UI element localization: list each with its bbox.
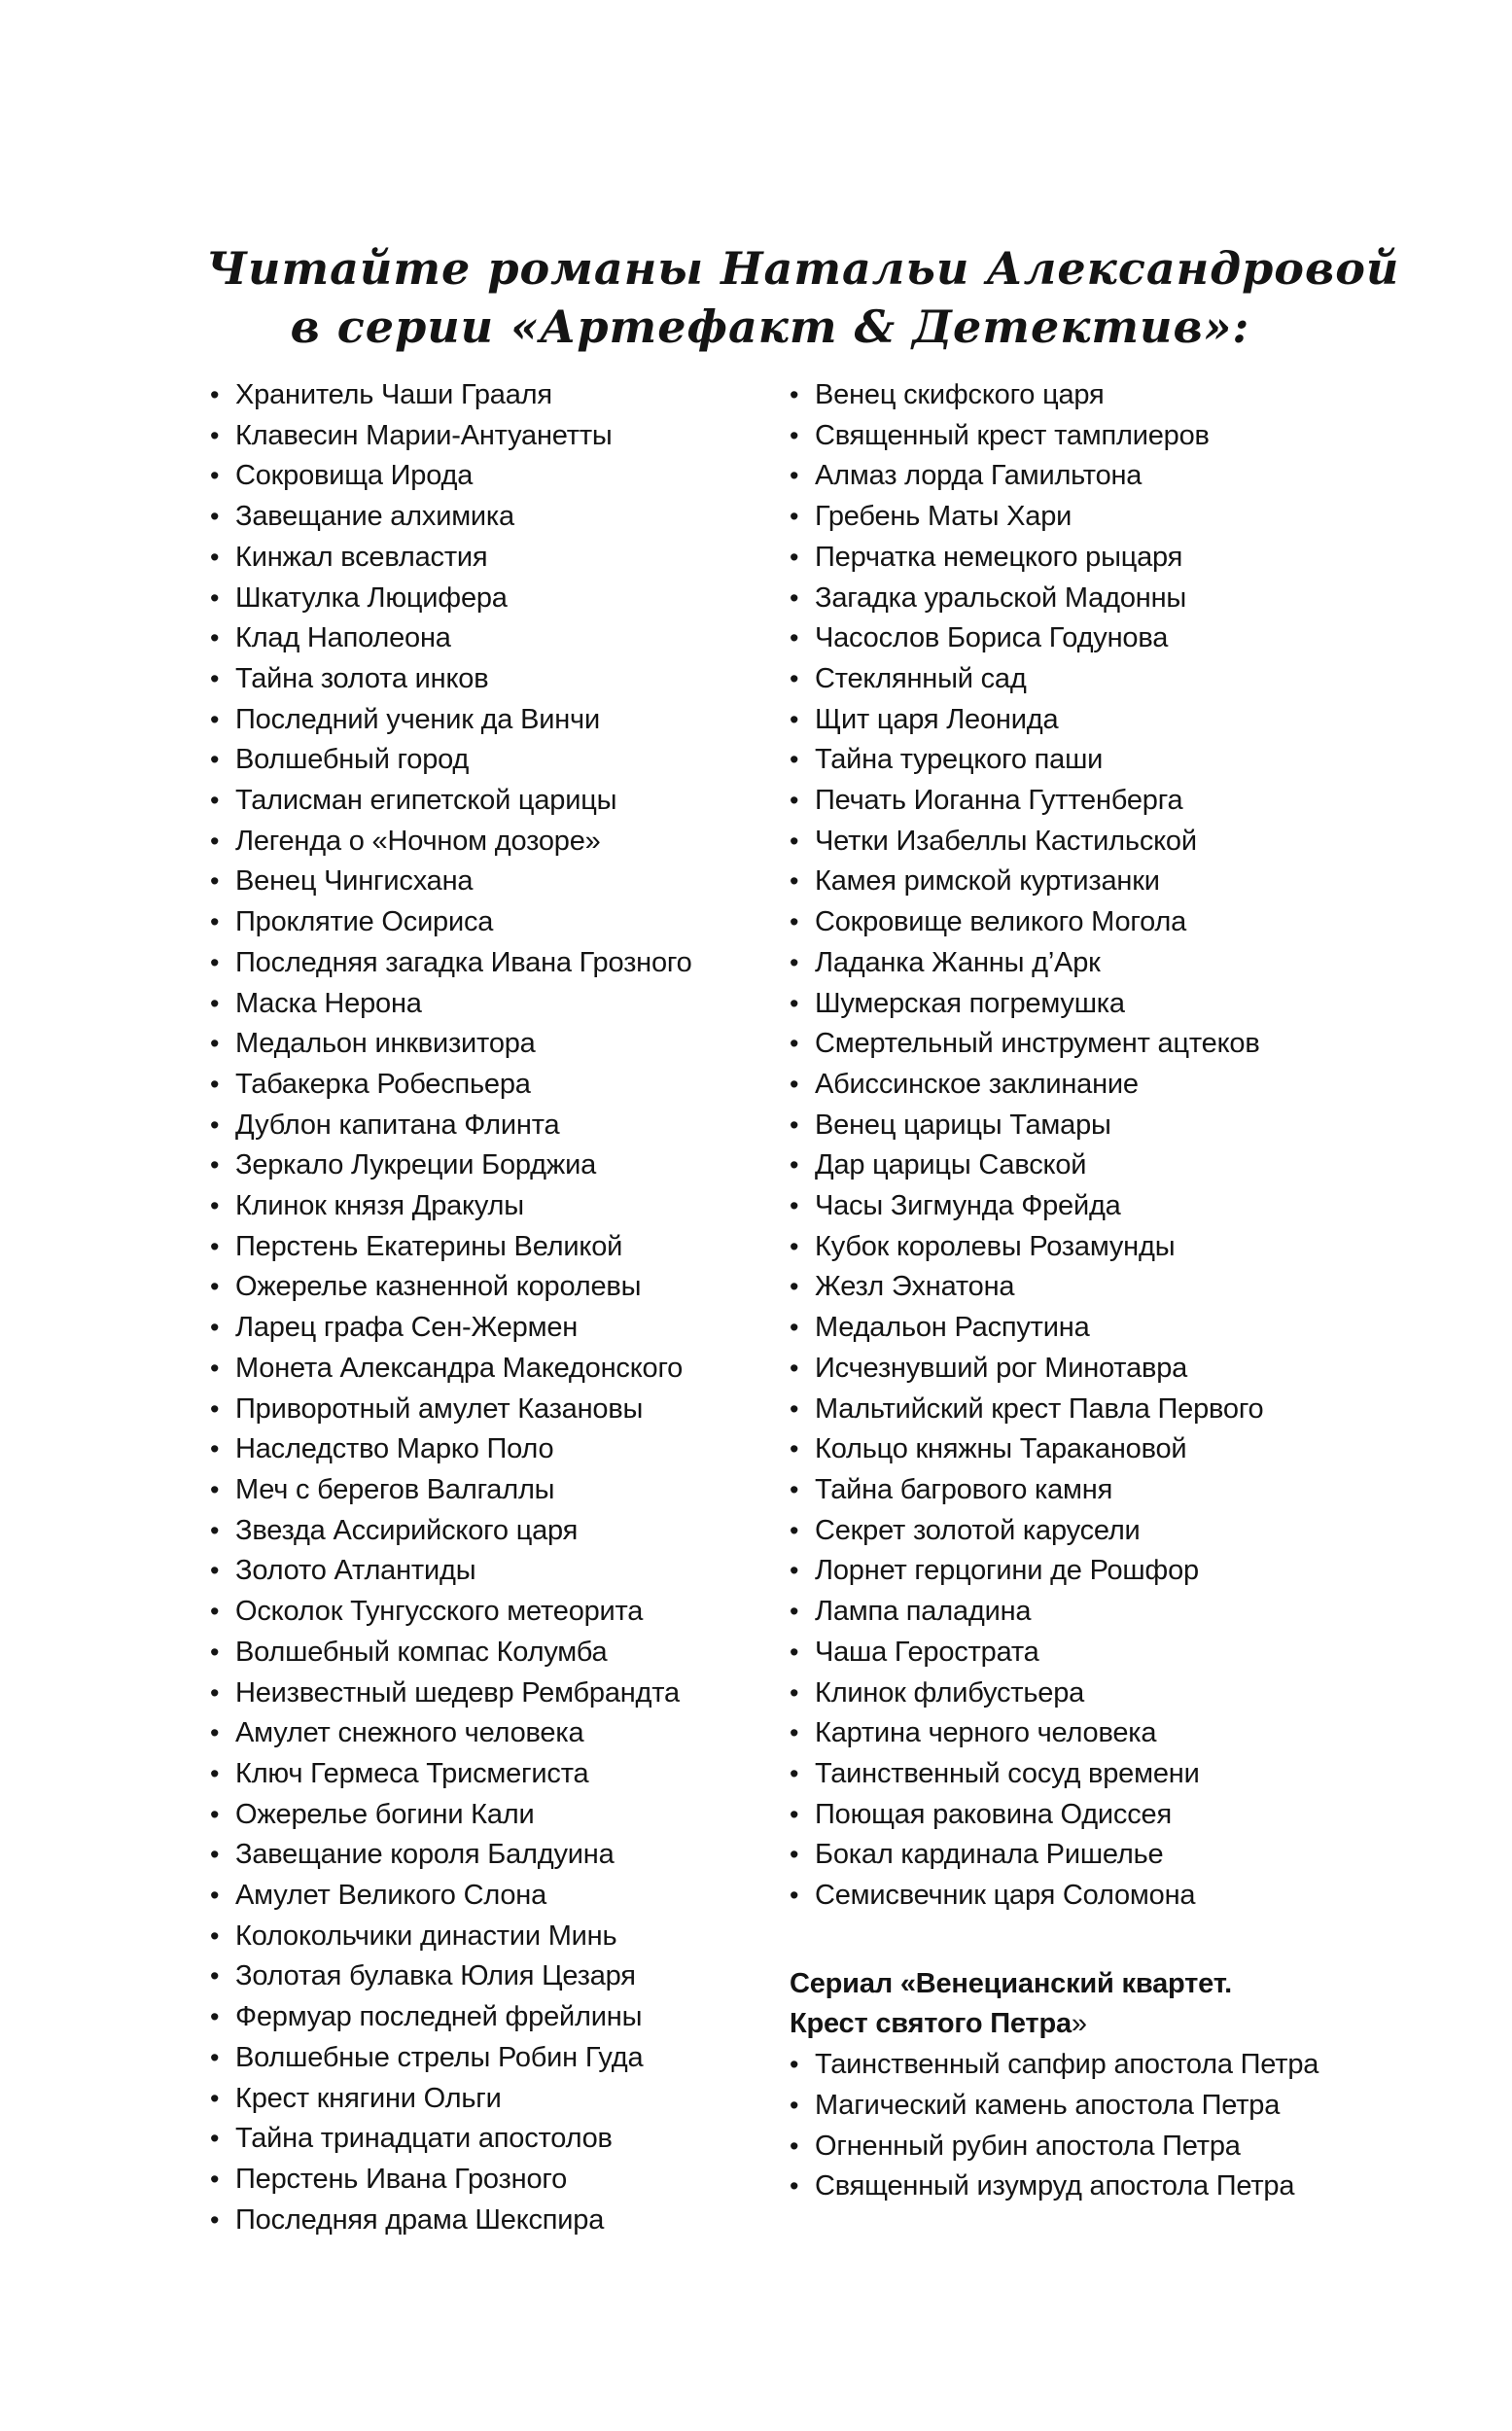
book-list-item	[210, 1024, 793, 1065]
book-list-item	[790, 1267, 1431, 1308]
book-title-text: Венец царицы Тамары	[815, 1109, 1111, 1141]
book-title-text: Ларец графа Сен-Жермен	[235, 1312, 579, 1344]
book-title-text: Лорнет герцогини де Рошфор	[815, 1555, 1199, 1587]
bullet-icon: •	[790, 1597, 799, 1627]
book-title-text: Абиссинское заклинание	[815, 1068, 1139, 1100]
book-title-text: Семисвечник царя Соломона	[815, 1880, 1196, 1912]
book-list-item	[210, 1917, 793, 1957]
book-list-item	[790, 2045, 1431, 2086]
book-list-item	[210, 1390, 793, 1430]
bullet-icon: •	[210, 1920, 220, 1951]
bullet-icon: •	[790, 2171, 799, 2202]
bullet-icon: •	[210, 542, 220, 572]
bullet-icon: •	[210, 1353, 220, 1383]
book-title-text: Тайна турецкого паши	[815, 744, 1104, 776]
book-list-item	[210, 2038, 793, 2079]
book-title-text: Таинственный сапфир апостола Петра	[815, 2049, 1319, 2081]
book-list-item	[790, 618, 1431, 659]
book-list-item	[210, 1308, 793, 1349]
bullet-icon: •	[790, 1677, 799, 1708]
bullet-icon: •	[210, 1597, 220, 1627]
book-title-text: Перчатка немецкого рыцаря	[815, 541, 1183, 573]
book-list-item	[210, 1551, 793, 1592]
book-title-text: Хранитель Чаши Грааля	[235, 379, 552, 410]
bullet-icon: •	[210, 461, 220, 491]
book-list-item	[790, 1551, 1431, 1592]
book-title-text: Ключ Гермеса Трисмегиста	[235, 1757, 589, 1789]
book-list-item	[210, 1713, 793, 1754]
book-title-text: Колокольчики династии Минь	[235, 1920, 617, 1952]
book-title-text: Фермуар последней фрейлины	[235, 2001, 643, 2033]
book-title-text: Поющая раковина Одиссея	[815, 1798, 1172, 1830]
bullet-icon: •	[790, 988, 799, 1018]
book-list-item	[790, 1674, 1431, 1714]
book-list-item	[790, 1713, 1431, 1754]
bullet-icon: •	[790, 502, 799, 532]
right-column	[790, 375, 1431, 2207]
book-title-text: Приворотный амулет Казановы	[235, 1392, 644, 1425]
bullet-icon: •	[790, 582, 799, 613]
book-list-item	[790, 538, 1431, 579]
book-title-text: Волшебный город	[235, 744, 470, 776]
bullet-icon: •	[210, 1961, 220, 1991]
book-title-text: Щит царя Леонида	[815, 703, 1059, 735]
book-title-text: Гребень Маты Хари	[815, 501, 1072, 533]
book-title-text: Священный изумруд апостола Петра	[815, 2170, 1295, 2202]
book-title-text: Печать Иоганна Гуттенберга	[815, 785, 1183, 817]
book-list-item	[210, 984, 793, 1025]
bullet-icon: •	[210, 1556, 220, 1586]
book-list-item	[790, 1429, 1431, 1470]
book-list-item	[210, 1227, 793, 1268]
bullet-icon: •	[790, 826, 799, 856]
bullet-icon: •	[210, 502, 220, 532]
book-list-item	[790, 1186, 1431, 1227]
book-list-item	[790, 456, 1431, 497]
book-title-text: Талисман египетской царицы	[235, 785, 617, 817]
book-list-item	[790, 1876, 1431, 1917]
bullet-icon: •	[210, 623, 220, 653]
serial-heading	[790, 1964, 1431, 2045]
book-title-text: Четки Изабеллы Кастильской	[815, 825, 1197, 857]
book-title-text: Жезл Эхнатона	[815, 1271, 1015, 1303]
bullet-icon: •	[210, 1191, 220, 1221]
book-title-text: Лампа паладина	[815, 1596, 1032, 1628]
bullet-icon: •	[790, 663, 799, 693]
book-title-text: Загадка уральской Мадонны	[815, 581, 1187, 614]
book-list-item	[210, 416, 793, 457]
book-title-text: Кольцо княжны Таракановой	[815, 1433, 1187, 1465]
book-list-item	[210, 1633, 793, 1674]
book-list-item	[210, 1795, 793, 1836]
book-list-item	[210, 1470, 793, 1511]
book-title-text: Монета Александра Македонского	[235, 1352, 684, 1384]
bullet-icon: •	[210, 1718, 220, 1748]
bullet-icon: •	[210, 2204, 220, 2235]
book-list-item	[210, 781, 793, 822]
book-title-text: Перстень Екатерины Великой	[235, 1230, 623, 1262]
book-title-text: Ладанка Жанны д’Арк	[815, 946, 1101, 978]
bullet-icon: •	[210, 2083, 220, 2113]
bullet-icon: •	[210, 907, 220, 937]
bullet-icon: •	[790, 866, 799, 897]
book-list-item	[210, 902, 793, 943]
bullet-icon: •	[790, 461, 799, 491]
book-list-item	[790, 1349, 1431, 1390]
book-title-text: Завещание короля Балдуина	[235, 1839, 615, 1871]
book-title-text: Золотая булавка Юлия Цезаря	[235, 1960, 636, 1992]
bullet-icon: •	[210, 1231, 220, 1261]
book-list-item	[210, 538, 793, 579]
book-list-item	[210, 579, 793, 619]
book-title-text: Огненный рубин апостола Петра	[815, 2130, 1241, 2162]
book-title-text: Шкатулка Люцифера	[235, 581, 508, 614]
book-list-item	[210, 497, 793, 538]
title-line-2: в серии «Артефакт & Детектив»:	[290, 300, 1250, 353]
bullet-icon: •	[210, 1758, 220, 1788]
book-title-text: Магический камень апостола Петра	[815, 2089, 1281, 2121]
serial-heading-line-1: Сериал «Венецианский квартет.	[790, 1967, 1232, 1999]
book-list-item	[790, 1106, 1431, 1146]
book-title-text: Последний ученик да Винчи	[235, 703, 600, 735]
bullet-icon: •	[210, 988, 220, 1018]
book-title-text: Шумерская погремушка	[815, 987, 1125, 1019]
book-title-text: Смертельный инструмент ацтеков	[815, 1028, 1260, 1060]
bullet-icon: •	[210, 1637, 220, 1667]
bullet-icon: •	[790, 623, 799, 653]
bullet-icon: •	[210, 786, 220, 816]
book-title-text: Клинок флибустьера	[815, 1676, 1085, 1709]
bullet-icon: •	[790, 907, 799, 937]
bullet-icon: •	[210, 745, 220, 775]
book-list-item	[790, 1024, 1431, 1065]
book-list-item	[790, 1470, 1431, 1511]
book-title-text: Часы Зигмунда Фрейда	[815, 1190, 1121, 1222]
book-list-item	[210, 1511, 793, 1552]
book-title-text: Камея римской куртизанки	[815, 865, 1160, 898]
serial-heading-line-2-bold: Крест святого Петра	[790, 2008, 1072, 2040]
bullet-icon: •	[210, 1069, 220, 1099]
bullet-icon: •	[210, 663, 220, 693]
bullet-icon: •	[790, 1231, 799, 1261]
book-title-text: Сокровище великого Могола	[815, 906, 1187, 938]
book-title-text: Кубок королевы Розамунды	[815, 1230, 1176, 1262]
book-title-text: Завещание алхимика	[235, 501, 514, 533]
book-title-text: Волшебные стрелы Робин Гуда	[235, 2041, 644, 2073]
book-list-item	[210, 1106, 793, 1146]
book-title-text: Дар царицы Савской	[815, 1149, 1087, 1181]
book-list-item	[210, 943, 793, 984]
book-list-item	[210, 1267, 793, 1308]
bullet-icon: •	[210, 2002, 220, 2032]
book-list-item	[790, 416, 1431, 457]
serial-book-list	[790, 2045, 1431, 2207]
book-list-item	[210, 456, 793, 497]
bullet-icon: •	[210, 2042, 220, 2072]
bullet-icon: •	[790, 2050, 799, 2080]
bullet-icon: •	[790, 1474, 799, 1504]
book-list-item	[790, 943, 1431, 984]
book-title-text: Зеркало Лукреции Борджиа	[235, 1149, 596, 1181]
bullet-icon: •	[790, 1637, 799, 1667]
book-title-text: Амулет снежного человека	[235, 1717, 584, 1749]
bullet-icon: •	[210, 866, 220, 897]
book-list-item	[790, 740, 1431, 781]
book-list-item	[210, 740, 793, 781]
book-list-item	[790, 1835, 1431, 1876]
book-title-text: Маска Нерона	[235, 987, 422, 1019]
bullet-icon: •	[790, 1799, 799, 1829]
bullet-icon: •	[210, 947, 220, 977]
bullet-icon: •	[790, 2090, 799, 2120]
bullet-icon: •	[210, 1881, 220, 1911]
book-list-item	[210, 700, 793, 741]
book-list-item	[790, 781, 1431, 822]
book-list-item	[790, 902, 1431, 943]
bullet-icon: •	[210, 380, 220, 409]
book-list-item	[790, 862, 1431, 902]
book-title-text: Дублон капитана Флинта	[235, 1109, 560, 1141]
book-list-item	[790, 1754, 1431, 1795]
bullet-icon: •	[210, 1434, 220, 1464]
book-title-text: Неизвестный шедевр Рембрандта	[235, 1676, 680, 1709]
book-title-text: Золото Атлантиды	[235, 1555, 476, 1587]
book-list-item	[210, 2160, 793, 2201]
bullet-icon: •	[790, 1191, 799, 1221]
bullet-icon: •	[210, 1799, 220, 1829]
book-list-item	[210, 822, 793, 863]
bullet-icon: •	[790, 420, 799, 450]
book-list-item	[790, 984, 1431, 1025]
bullet-icon: •	[790, 1840, 799, 1870]
bullet-icon: •	[790, 1881, 799, 1911]
book-list-item	[210, 2119, 793, 2160]
book-list-item	[210, 1592, 793, 1633]
book-title-text: Ожерелье богини Кали	[235, 1798, 535, 1830]
bullet-icon: •	[790, 1150, 799, 1180]
book-title-text: Стеклянный сад	[815, 662, 1027, 694]
book-title-text: Медальон Распутина	[815, 1312, 1090, 1344]
book-list-right-column	[790, 375, 1431, 1917]
bullet-icon: •	[210, 1313, 220, 1343]
book-title-text: Звезда Ассирийского царя	[235, 1514, 579, 1546]
book-title-text: Легенда о «Ночном дозоре»	[235, 825, 601, 857]
book-title-text: Клинок князя Дракулы	[235, 1190, 524, 1222]
bullet-icon: •	[210, 1840, 220, 1870]
book-list-item	[790, 375, 1431, 416]
book-list-item	[210, 1186, 793, 1227]
bullet-icon: •	[790, 1393, 799, 1424]
bullet-icon: •	[210, 582, 220, 613]
title-line-1: Читайте романы Натальи Александровой	[206, 242, 1400, 295]
book-title-text: Перстень Ивана Грозного	[235, 2163, 568, 2195]
book-title-text: Бокал кардинала Ришелье	[815, 1839, 1164, 1871]
bullet-icon: •	[210, 1474, 220, 1504]
book-list-left-column	[210, 375, 793, 2240]
bullet-icon: •	[210, 2124, 220, 2154]
bullet-icon: •	[210, 1272, 220, 1302]
book-title-text: Алмаз лорда Гамильтона	[815, 460, 1143, 492]
bullet-icon: •	[790, 1515, 799, 1545]
bullet-icon: •	[790, 1556, 799, 1586]
book-title-text: Меч с берегов Валгаллы	[235, 1473, 555, 1505]
book-title-text: Наследство Марко Поло	[235, 1433, 554, 1465]
book-title-text: Крест княгини Ольги	[235, 2082, 502, 2114]
book-list-item	[210, 1145, 793, 1186]
book-title-text: Венец скифского царя	[815, 379, 1105, 410]
bullet-icon: •	[790, 1313, 799, 1343]
bullet-icon: •	[790, 1353, 799, 1383]
book-list-item	[210, 1065, 793, 1106]
book-title-text: Таинственный сосуд времени	[815, 1757, 1200, 1789]
book-list-item	[790, 1308, 1431, 1349]
book-list-item	[210, 1876, 793, 1917]
book-list-item	[790, 2167, 1431, 2207]
book-title-text: Сокровища Ирода	[235, 460, 474, 492]
book-title-text: Клавесин Марии-Антуанетты	[235, 419, 613, 451]
book-list-item	[210, 1754, 793, 1795]
bullet-icon: •	[210, 1515, 220, 1545]
bullet-icon: •	[790, 1110, 799, 1140]
book-title-text: Исчезнувший рог Минотавра	[815, 1352, 1188, 1384]
book-list-item	[790, 1390, 1431, 1430]
serial-heading-line-2	[790, 2004, 1431, 2045]
book-list-item	[210, 1997, 793, 2038]
bullet-icon: •	[210, 1150, 220, 1180]
bullet-icon: •	[790, 704, 799, 734]
book-list-item	[790, 1592, 1431, 1633]
book-title-text: Священный крест тамплиеров	[815, 419, 1210, 451]
bullet-icon: •	[210, 826, 220, 856]
book-list-item	[790, 1145, 1431, 1186]
book-title-text: Медальон инквизитора	[235, 1028, 536, 1060]
bullet-icon: •	[790, 1434, 799, 1464]
book-list-item	[210, 862, 793, 902]
book-title-text: Последняя загадка Ивана Грозного	[235, 946, 692, 978]
book-list-item	[790, 1065, 1431, 1106]
book-title-text: Кинжал всевластия	[235, 541, 488, 573]
bullet-icon: •	[790, 745, 799, 775]
book-title-text: Чаша Герострата	[815, 1636, 1039, 1668]
bullet-icon: •	[790, 947, 799, 977]
book-title-text: Ожерелье казненной королевы	[235, 1271, 642, 1303]
bullet-icon: •	[790, 542, 799, 572]
bullet-icon: •	[210, 1110, 220, 1140]
book-list-item	[210, 375, 793, 416]
book-list-item	[790, 1227, 1431, 1268]
book-list-item	[210, 659, 793, 700]
book-list-item	[790, 1795, 1431, 1836]
bullet-icon: •	[790, 2131, 799, 2161]
bullet-icon: •	[210, 704, 220, 734]
book-list-item	[210, 1429, 793, 1470]
bullet-icon: •	[210, 1393, 220, 1424]
book-title-text: Клад Наполеона	[235, 622, 451, 654]
book-list-item	[790, 579, 1431, 619]
book-list-item	[790, 659, 1431, 700]
book-title-text: Тайна багрового камня	[815, 1473, 1113, 1505]
book-title-text: Табакерка Робеспьера	[235, 1068, 531, 1100]
book-list-item	[210, 1349, 793, 1390]
book-list-item	[790, 700, 1431, 741]
book-title-text: Проклятие Осириса	[235, 906, 494, 938]
book-title-text: Венец Чингисхана	[235, 865, 474, 898]
book-list-item	[790, 1511, 1431, 1552]
bullet-icon: •	[790, 786, 799, 816]
bullet-icon: •	[210, 420, 220, 450]
book-title-text: Секрет золотой карусели	[815, 1514, 1141, 1546]
page-title	[206, 239, 1400, 356]
book-list-item	[790, 822, 1431, 863]
book-list-item	[210, 1674, 793, 1714]
bullet-icon: •	[210, 1677, 220, 1708]
book-list-item	[210, 1956, 793, 1997]
book-list-item	[210, 618, 793, 659]
serial-heading-line-2-tail: »	[1071, 2008, 1087, 2040]
book-title-text: Последняя драма Шекспира	[235, 2203, 605, 2236]
bullet-icon: •	[790, 1069, 799, 1099]
book-title-text: Осколок Тунгусского метеорита	[235, 1596, 644, 1628]
book-title-text: Мальтийский крест Павла Первого	[815, 1392, 1264, 1425]
book-list-item	[790, 1633, 1431, 1674]
bullet-icon: •	[790, 1718, 799, 1748]
book-list-item	[210, 1835, 793, 1876]
bullet-icon: •	[790, 1272, 799, 1302]
book-list-item	[790, 2127, 1431, 2167]
book-title-text: Часослов Бориса Годунова	[815, 622, 1169, 654]
book-title-text: Тайна тринадцати апостолов	[235, 2123, 613, 2155]
bullet-icon: •	[210, 2164, 220, 2194]
book-title-text: Амулет Великого Слона	[235, 1880, 547, 1912]
book-list-item	[790, 2086, 1431, 2127]
book-title-text: Тайна золота инков	[235, 662, 489, 694]
bullet-icon: •	[790, 1029, 799, 1059]
book-title-text: Картина черного человека	[815, 1717, 1157, 1749]
book-title-text: Волшебный компас Колумба	[235, 1636, 608, 1668]
book-list-item	[210, 2079, 793, 2120]
book-list-item	[790, 497, 1431, 538]
bullet-icon: •	[210, 1029, 220, 1059]
book-list-item	[210, 2201, 793, 2241]
bullet-icon: •	[790, 380, 799, 409]
bullet-icon: •	[790, 1758, 799, 1788]
